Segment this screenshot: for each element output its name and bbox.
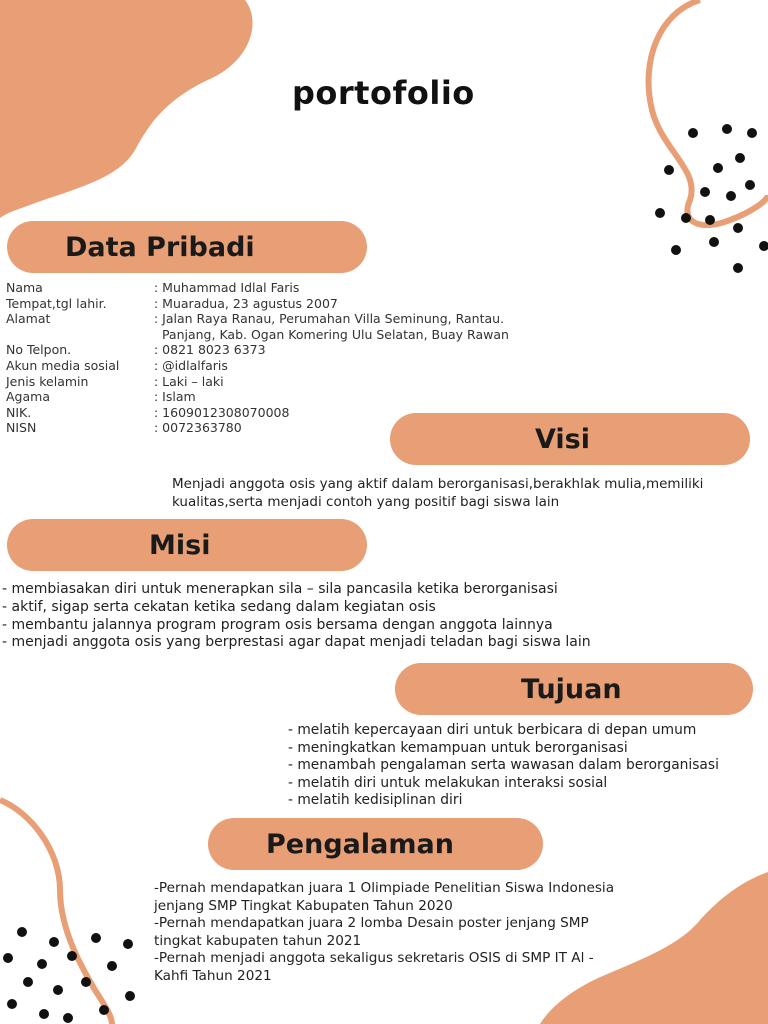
biodata-label: Alamat [6, 311, 51, 327]
biodata-value: : Jalan Raya Ranau, Perumahan Villa Seminung, Rantau. [154, 311, 505, 327]
biodata-label: NISN [6, 420, 37, 436]
list-item: - membiasakan diri untuk menerapkan sila – sila pancasila ketika berorganisasi [2, 581, 558, 597]
page-title: portofolio [292, 74, 475, 112]
misi-list [2, 581, 591, 652]
section-header-misi [7, 519, 367, 571]
section-header-tujuan [395, 663, 753, 715]
biodata-value: : @idlalfaris [154, 357, 228, 373]
section-header-data-pribadi [7, 221, 367, 273]
biodata-label [6, 327, 154, 343]
list-item: - menambah pengalaman serta wawasan dalam berorganisasi [288, 757, 719, 774]
biodata-label: Jenis kelamin [6, 373, 89, 389]
biodata-row [6, 374, 544, 390]
biodata-value: : 0072363780 [154, 420, 242, 436]
list-item: - membantu jalannya program program osis bersama dengan anggota lainnya [2, 616, 553, 633]
section-heading: Data Pribadi [65, 231, 255, 263]
biodata-row [6, 342, 544, 358]
list-item: - melatih diri untuk melakukan interaksi sosial [288, 774, 608, 791]
biodata-row [6, 389, 544, 405]
section-header-pengalaman [208, 818, 543, 870]
biodata-value: : 1609012308070008 [154, 404, 290, 420]
top-left-blob [0, 0, 253, 218]
list-item: - meningkatkan kemampuan untuk berorganisasi [288, 739, 628, 756]
biodata-label: Tempat,tgl lahir. [6, 295, 107, 311]
list-item: - menjadi anggota osis yang berprestasi agar dapat menjadi teladan bagi siswa lain [2, 634, 591, 651]
list-item: - melatih kedisiplinan diri [288, 792, 463, 809]
biodata-value: : Muhammad Idlal Faris [154, 280, 300, 295]
tujuan-list [288, 722, 719, 810]
biodata-label: Agama [6, 389, 50, 405]
pengalaman-list [154, 880, 624, 986]
section-header-visi [390, 413, 750, 465]
section-heading: Visi [535, 423, 591, 455]
biodata-label: Akun media sosial [6, 357, 120, 373]
biodata-value: : 0821 8023 6373 [154, 342, 266, 358]
section-heading: Pengalaman [266, 828, 454, 860]
biodata-label: NIK. [6, 404, 32, 420]
biodata-label: No Telpon. [6, 342, 72, 358]
biodata-row [6, 311, 544, 327]
biodata-row [6, 358, 544, 374]
list-item: -Pernah menjadi anggota sekaligus sekretaris OSIS di SMP IT Al - Kahfi Tahun 2021 [154, 950, 594, 984]
biodata-value: : Muaradua, 23 agustus 2007 [154, 295, 338, 311]
visi-text: Menjadi anggota osis yang aktif dalam berorganisasi,berakhlak mulia,memiliki kualitas,serta menjadi contoh yang positif bagi siswa lain [172, 476, 704, 510]
biodata-row [6, 327, 544, 343]
biodata-row [6, 296, 544, 312]
list-item: - melatih kepercayaan diri untuk berbicara di depan umum [288, 722, 697, 738]
section-heading: Misi [149, 529, 211, 561]
list-item: -Pernah mendapatkan juara 1 Olimpiade Penelitian Siswa Indonesia jenjang SMP Tingkat Kabupaten Tahun 2020 [154, 880, 615, 914]
list-item: - aktif, sigap serta cekatan ketika sedang dalam kegiatan osis [2, 598, 436, 615]
biodata-label: Nama [6, 280, 43, 295]
list-item: -Pernah mendapatkan juara 2 lomba Desain poster jenjang SMP tingkat kabupaten tahun 2021 [154, 915, 589, 949]
biodata-value: Panjang, Kab. Ogan Komering Ulu Selatan, Buay Rawan [154, 326, 509, 342]
section-heading: Tujuan [521, 673, 622, 705]
biodata-row [6, 280, 544, 296]
biodata-value: : Islam [154, 389, 196, 405]
biodata-value: : Laki – laki [154, 373, 224, 389]
